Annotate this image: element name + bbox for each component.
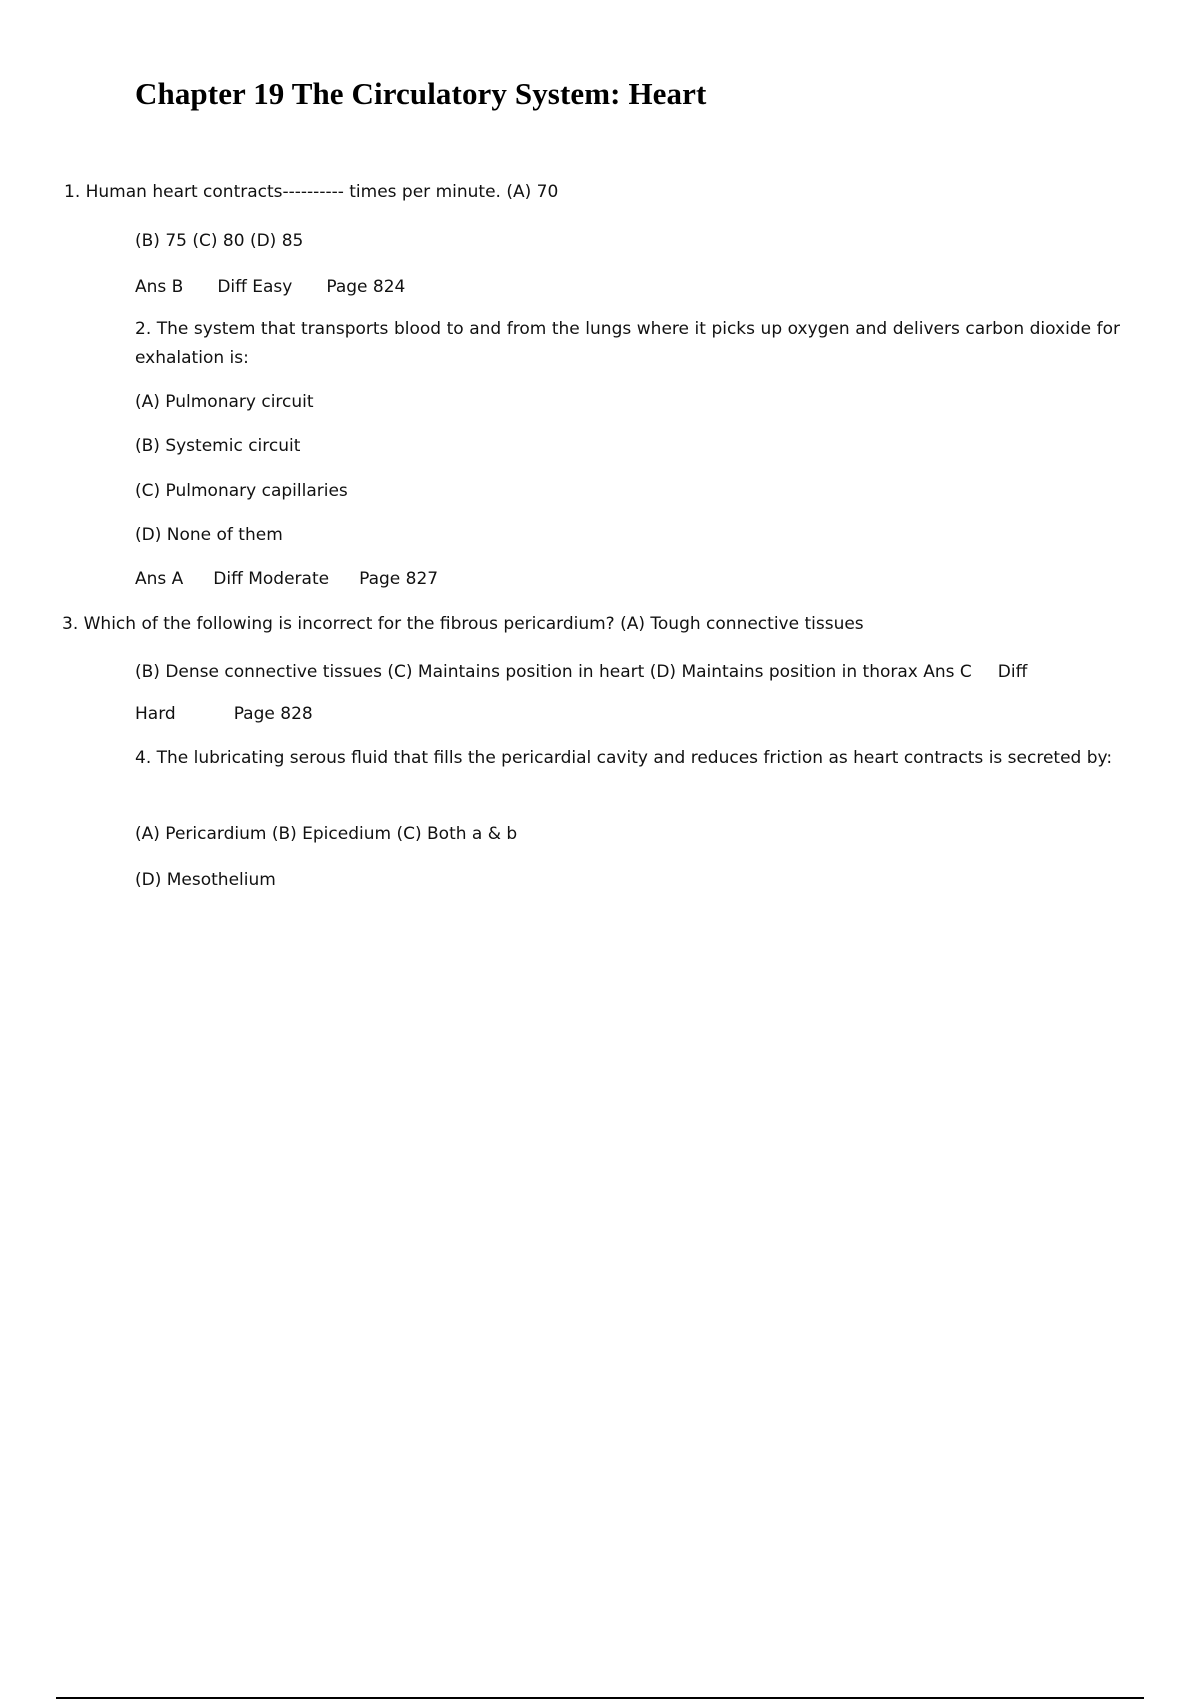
question-3-options: (B) Dense connective tissues (C) Maintains position in heart (D) Maintains position in thorax Ans C [135, 662, 972, 682]
question-4-option-d: (D) Mesothelium [135, 870, 276, 890]
page-title: Chapter 19 The Circulatory System: Heart [135, 76, 707, 111]
question-2-answer: Ans A [135, 569, 184, 589]
question-2-answer-line [135, 568, 438, 590]
question-1-answer-line [135, 276, 405, 298]
question-2-difficulty: Diff Moderate [213, 569, 330, 589]
question-4-options-abc: (A) Pericardium (B) Epicedium (C) Both a & b [135, 824, 518, 844]
footer-rule [56, 1697, 1144, 1699]
question-1-difficulty: Diff Easy [217, 277, 293, 297]
question-2-option-b: (B) Systemic circuit [135, 436, 301, 456]
question-4-stem: 4. The lubricating serous fluid that fills the pericardial cavity and reduces friction as heart contracts is secreted by: [135, 748, 1113, 768]
question-2-page: Page 827 [359, 569, 439, 589]
question-1-answer: Ans B [135, 277, 184, 297]
question-3-stem: 3. Which of the following is incorrect for the fibrous pericardium? (A) Tough connective tissues [62, 614, 864, 634]
question-1-stem: 1. Human heart contracts---------- times per minute. (A) 70 [64, 182, 559, 202]
question-3-options-line [135, 661, 1027, 683]
question-2-option-c: (C) Pulmonary capillaries [135, 481, 348, 501]
question-2-option-a: (A) Pulmonary circuit [135, 392, 314, 412]
question-3-difficulty-label: Diff [997, 662, 1028, 682]
question-3-page: Page 828 [233, 704, 313, 724]
question-1-page: Page 824 [326, 277, 406, 297]
question-1-options: (B) 75 (C) 80 (D) 85 [135, 231, 304, 251]
question-2-option-d: (D) None of them [135, 525, 283, 545]
question-3-difficulty: Hard [135, 704, 176, 724]
question-2-stem: 2. The system that transports blood to and from the lungs where it picks up oxygen and delivers carbon dioxide for exhalation is: [135, 319, 1120, 368]
question-3-answer-line [135, 703, 313, 725]
